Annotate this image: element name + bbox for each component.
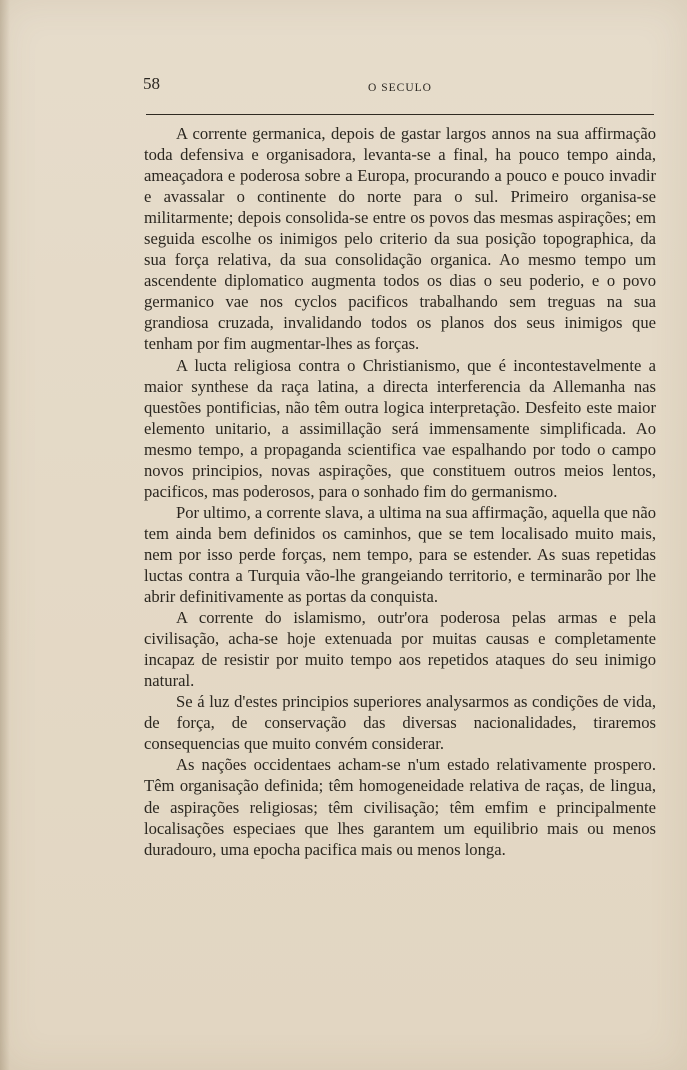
running-title: O SECULO (368, 82, 432, 94)
page-number: 58 (143, 74, 160, 93)
body-text (144, 123, 656, 860)
paragraph-4: A corrente do islamismo, outr'ora poderosa pelas armas e pela civilisação, acha-se hoje extenuada por muitas causas e completamente incapaz de resistir por muito tempo aos repetidos ataques do seu inimigo natural. (144, 608, 656, 691)
paragraph-3: Por ultimo, a corrente slava, a ultima na sua affirmação, aquella que não tem ainda bem definidos os caminhos, que se tem localisado muito mais, nem por isso perde forças, nem tempo, para se estender. As suas repetidas luctas contra a Turquia vão-lhe grangeiando territorio, e terminarão por lhe abrir definitivamente as portas da conquista. (144, 502, 656, 607)
paragraph-6: As nações occidentaes acham-se n'um estado relativamente prospero. Têm organisação definida; têm homogeneidade relativa de raças, de lingua, de aspirações religiosas; têm civilisação; têm emfim e principalmente localisações especiaes que lhes garantem um equilibrio mais ou menos duradouro, uma epocha pacifica mais ou menos longa. (144, 755, 656, 859)
paragraph-2: A lucta religiosa contra o Christianismo, que é incontestavelmente a maior synthese da raça latina, a directa interferencia da Allemanha nas questões pontificias, não têm outra logica interpretação. Desfeito este maior elemento unitario, a assimillação será immensamente simplificada. Ao mesmo tempo, a propaganda scientifica vae espalhando por todo o campo novos principios, novas aspirações, que constituem outros meios lentos, pacificos, mas poderosos, para o sonhado fim do germanismo. (144, 355, 656, 501)
paragraph-1: A corrente germanica, depois de gastar largos annos na sua affirmação toda defensiva e organisadora, levanta-se a final, ha pouco tempo ainda, ameaçadora e poderosa sobre a Europa, procurando a pouco e pouco invadir e avassalar o continente do norte para o sul. Primeiro organisa-se militarmente; depois consolida-se entre os povos das mesmas aspirações; em seguida escolhe os inimigos pelo criterio da sua posição topographica, da sua força relativa, da sua consolidação organica. Ao mesmo tempo um ascendente diplomatico augmenta todos os dias o seu poderio, e o povo germanico vae nos cyclos pacificos trabalhando sem treguas na sua grandiosa cruzada, invalidando todos os planos dos seus inimigos que tenham por fim augmentar-lhes as forças. (144, 124, 656, 354)
paragraph-5: Se á luz d'estes principios superiores analysarmos as condições de vida, de força, de conservação das diversas nacionalidades, tiraremos consequencias que muito convém considerar. (144, 692, 656, 754)
header-rule (146, 114, 654, 115)
